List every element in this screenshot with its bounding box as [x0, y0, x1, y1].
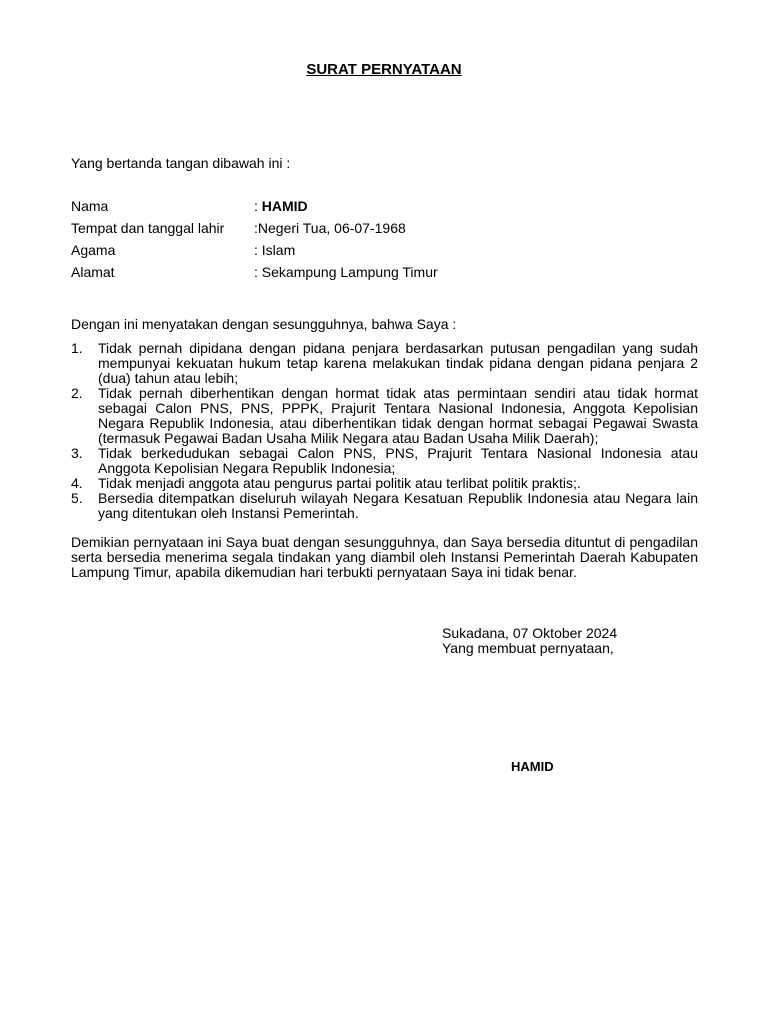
field-label-address: Alamat: [71, 264, 115, 280]
list-item-text: Bersedia ditempatkan diseluruh wilayah Negara Kesatuan Republik Indonesia atau Negara lain yang ditentukan oleh Instansi Pemerintah.: [98, 490, 698, 521]
list-item-number: 4.: [71, 475, 83, 491]
list-item: [71, 341, 698, 386]
field-label-birth: Tempat dan tanggal lahir: [71, 220, 225, 236]
list-item-number: 5.: [71, 490, 83, 506]
field-row-religion: [71, 243, 691, 261]
field-row-address: [71, 265, 691, 283]
list-item-number: 3.: [71, 445, 83, 461]
list-item: [71, 476, 698, 491]
field-value-name-prefix: :: [254, 198, 262, 214]
field-label-religion: Agama: [71, 242, 116, 258]
list-item: [71, 446, 698, 476]
field-value-name-bold: HAMID: [261, 198, 308, 214]
field-label-name: Nama: [71, 198, 109, 214]
list-item-number: 2.: [71, 385, 83, 401]
list-item: [71, 386, 698, 446]
statement-list: [71, 341, 698, 521]
field-value-birth: :Negeri Tua, 06-07-1968: [254, 220, 406, 236]
statement-intro: Dengan ini menyatakan dengan sesungguhnya, bahwa Saya :: [71, 316, 457, 332]
list-item-text: Tidak pernah dipidana dengan pidana penjara berdasarkan putusan pengadilan yang sudah mempunyai kekuatan hukum tetap karena melakukan tindak pidana dengan pidana penjara 2 (dua) tahun atau lebih;: [98, 340, 698, 386]
list-item-text: Tidak berkedudukan sebagai Calon PNS, PNS, Prajurit Tentara Nasional Indonesia atau Anggota Kepolisian Negara Republik Indonesia;: [98, 445, 698, 476]
field-value-name: [254, 199, 308, 214]
list-item-number: 1.: [71, 340, 83, 356]
list-item: [71, 491, 698, 521]
intro-text: Yang bertanda tangan dibawah ini :: [71, 155, 291, 171]
field-row-birth: [71, 221, 691, 239]
signature-place-date: Sukadana, 07 Oktober 2024: [442, 625, 618, 641]
signer-name: HAMID: [511, 759, 554, 774]
field-value-religion: : Islam: [254, 242, 296, 258]
field-row-name: [71, 199, 691, 217]
list-item-text: Tidak pernah diberhentikan dengan hormat tidak atas permintaan sendiri atau tidak hormat sebagai Calon PNS, PNS, PPPK, Prajurit Tentara Nasional Indonesia, Anggota Kepolisian Negara Republik Indonesia, atau diberhentikan tidak dengan hormat sebagai Pegawai Swasta (termasuk Pegawai Badan Usaha Milik Negara atau Badan Usaha Milik Daerah);: [98, 385, 698, 446]
closing-paragraph: Demikian pernyataan ini Saya buat dengan sesungguhnya, dan Saya bersedia dituntut di pengadilan serta bersedia menerima segala tindakan yang diambil oleh Instansi Pemerintah Daerah Kabupaten Lampung Timur, apabila dikemudian hari terbukti pernyataan Saya ini tidak benar.: [71, 534, 698, 580]
list-item-text: Tidak menjadi anggota atau pengurus partai politik atau terlibat politik praktis;.: [98, 475, 581, 491]
document-title: SURAT PERNYATAAN: [306, 61, 462, 78]
signature-maker-label: Yang membuat pernyataan,: [442, 640, 614, 656]
field-value-address: : Sekampung Lampung Timur: [254, 264, 438, 280]
